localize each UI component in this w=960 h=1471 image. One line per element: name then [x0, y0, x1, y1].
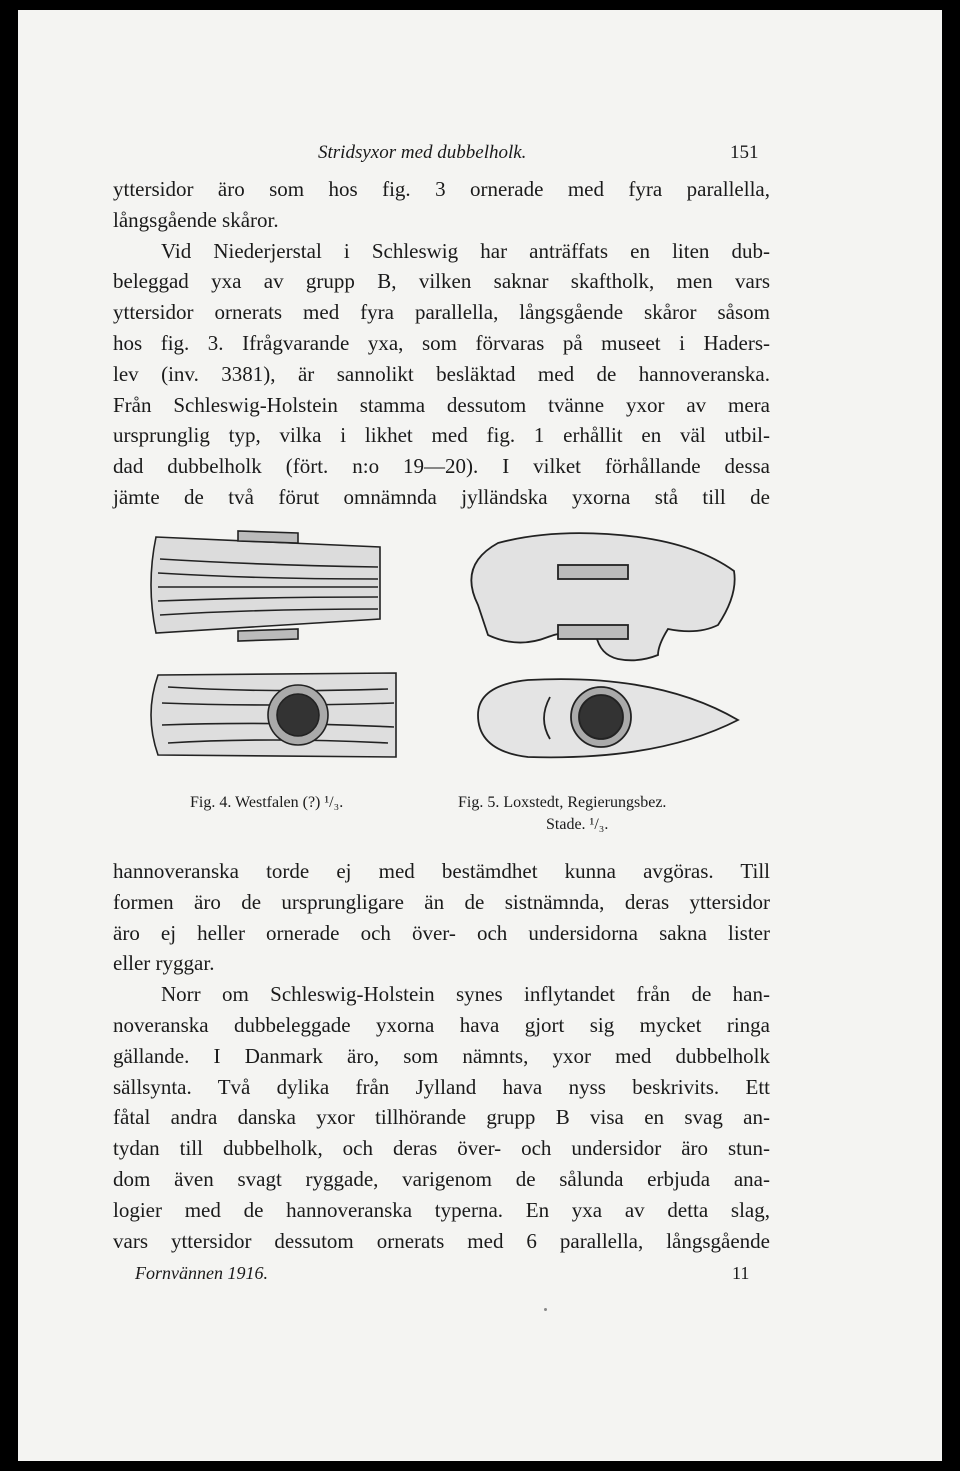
page-number: 151 — [730, 142, 759, 163]
journal-footer: Fornvännen 1916. — [135, 1263, 268, 1283]
text-line: fåtal andra danska yxor tillhörande grupp B visa en svag an- — [113, 1105, 770, 1130]
text-line: eller ryggar. — [113, 951, 215, 976]
fig5-side-view — [471, 533, 734, 660]
text-line: beleggad yxa av grupp B, vilken saknar skaftholk, men vars — [113, 269, 770, 294]
book-page — [18, 10, 942, 1461]
text-line: äro ej heller ornerade och över- och undersidorna sakna lister — [113, 920, 770, 945]
text-line: ursprunglig typ, vilka i likhet med fig. 1 erhållit en väl utbil- — [113, 423, 770, 448]
text-line: hannoveranska torde ej med bestämdhet kunna avgöras. Till — [113, 859, 770, 883]
fig5-caption-cont: Stade. ¹/₃. — [546, 816, 609, 833]
figure-area — [138, 525, 778, 785]
text-block-bottom — [113, 856, 770, 1256]
text-line: formen äro de ursprungligare än de sistnämnda, deras yttersidor — [113, 889, 770, 914]
fig5-top-view — [478, 679, 738, 757]
fig4-side-view — [151, 531, 380, 641]
text-line: tydan till dubbelholk, och deras över- och undersidor äro stun- — [113, 1136, 770, 1161]
text-line: dad dubbelholk (fört. n:o 19—20). I vilket förhållande dessa — [113, 454, 770, 479]
text-line: lev (inv. 3381), är sannolikt besläktad med de hannoveranska. — [113, 361, 770, 386]
text-line: yttersidor äro som hos fig. 3 ornerade med fyra parallella, — [113, 177, 770, 201]
paper-speck — [544, 1308, 547, 1311]
text-line: dom även svagt ryggade, varigenom de sålunda erbjuda ana- — [113, 1166, 770, 1191]
text-block-top — [113, 174, 770, 513]
text-line: Norr om Schleswig-Holstein synes inflytandet från de han- — [161, 982, 770, 1007]
fig5-caption: Fig. 5. Loxstedt, Regierungsbez. — [458, 794, 667, 811]
text-line: noveranska dubbeleggade yxorna hava gjort sig mycket ringa — [113, 1012, 770, 1037]
running-title: Stridsyxor med dubbelholk. — [318, 142, 527, 163]
signature-mark: 11 — [732, 1263, 750, 1283]
text-line: jämte de två förut omnämnda jylländska yxorna stå till de — [113, 484, 770, 509]
text-line: hos fig. 3. Ifrågvarande yxa, som förvaras på museet i Haders- — [113, 330, 770, 355]
text-line: yttersidor ornerats med fyra parallella, långsgående skåror såsom — [113, 300, 770, 325]
fig4-top-view — [151, 673, 396, 757]
text-line: Vid Niederjerstal i Schleswig har anträffats en liten dub- — [161, 238, 770, 263]
axe-drawings — [138, 525, 778, 785]
text-line: sällsynta. Två dylika från Jylland hava nyss beskrivits. Ett — [113, 1074, 770, 1099]
text-line: Från Schleswig-Holstein stamma dessutom tvänne yxor av mera — [113, 392, 770, 417]
text-line: logier med de hannoveranska typerna. En yxa av detta slag, — [113, 1197, 770, 1222]
text-line: gällande. I Danmark äro, som nämnts, yxor med dubbelholk — [113, 1043, 770, 1068]
fig4-caption: Fig. 4. Westfalen (?) ¹/₃. — [190, 794, 344, 811]
text-line: långsgående skåror. — [113, 207, 279, 232]
text-line: vars yttersidor dessutom ornerats med 6 parallella, långsgående — [113, 1228, 770, 1253]
